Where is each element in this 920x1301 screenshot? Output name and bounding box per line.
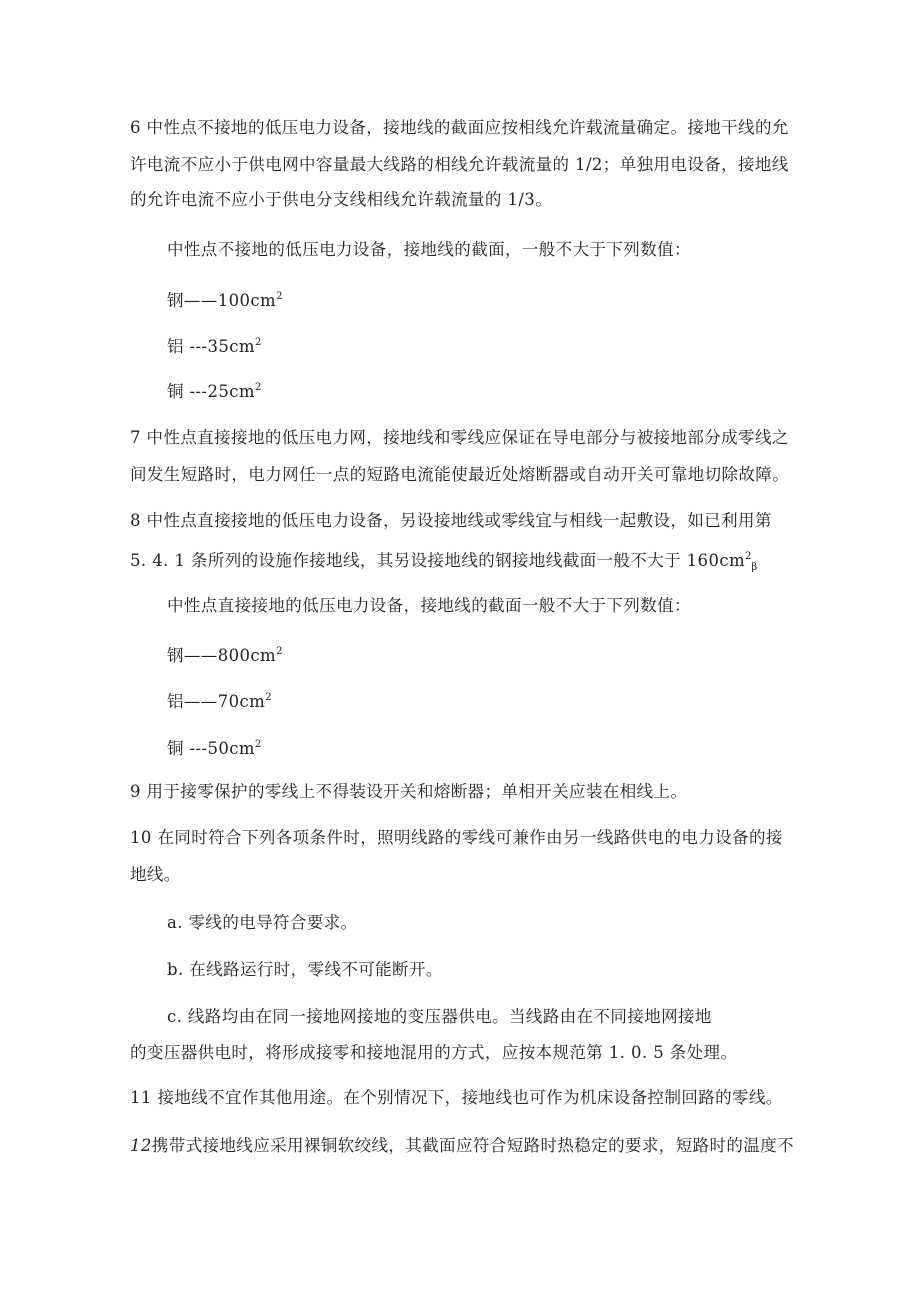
p10-line2: 地线。 [130,865,181,884]
p10-item-a: a. 零线的电导符合要求。 [167,913,358,932]
p8-line2: 5. 4. 1 条所列的设施作接地线，其另设接地线的钢接地线截面一般不大于 $160cm^2_\beta$ [130,551,758,573]
p10-item-c-line1: c. 线路均由在同一接地网接地的变压器供电。当线路由在不同接地网接地 [167,1007,712,1026]
p6-line3: 的允许电流不应小于供电分支线相线允许载流量的 1/3。 [130,190,553,209]
p6-item-steel: 钢$——100cm^2$ [167,291,283,310]
p8-line1: 8 中性点直接接地的低压电力设备，另设接地线或零线宜与相线一起敷设，如已利用第 [130,511,772,530]
p6-item-copper: 铜 $---25cm^2$ [167,382,262,401]
p12-line1: 12携带式接地线应采用裸铜软绞线，其截面应符合短路时热稳定的要求，短路时的温度不 [130,1136,794,1155]
p9-line: 9 用于接零保护的零线上不得装设开关和熔断器；单相开关应装在相线上。 [130,782,688,801]
p12-number: 12 [130,1136,152,1155]
p6-line2: 许电流不应小于供电网中容量最大线路的相线允许载流量的 1/2；单独用电设备，接地线 [130,155,789,174]
p8-intro: 中性点直接接地的低压电力设备，接地线的截面一般不大于下列数值： [167,596,691,615]
p10-line1: 10 在同时符合下列各项条件时，照明线路的零线可兼作由另一线路供电的电力设备的接 [130,828,783,847]
p8-item-aluminum: 铝$——70cm^2$ [167,692,272,711]
p6-item-aluminum: 铝 $---35cm^2$ [167,337,262,356]
p8-item-steel: 钢$——800cm^2$ [167,646,283,665]
p11-line: 11 接地线不宜作其他用途。在个别情况下，接地线也可作为机床设备控制回路的零线。 [130,1088,783,1107]
p10-item-b: b. 在线路运行时，零线不可能断开。 [167,960,443,979]
p7-line1: 7 中性点直接接地的低压电力网，接地线和零线应保证在导电部分与被接地部分成零线之 [130,428,789,447]
p8-item-copper: 铜 $---50cm^2$ [167,739,262,758]
p6-intro: 中性点不接地的低压电力设备，接地线的截面，一般不大于下列数值： [167,240,691,259]
p10-item-c-line2: 的变压器供电时，将形成接零和接地混用的方式，应按本规范第 1. 0. 5 条处理。 [130,1043,738,1062]
p7-line2: 间发生短路时，电力网任一点的短路电流能使最近处熔断器或自动开关可靠地切除故障。 [130,465,790,484]
p6-line1: 6 中性点不接地的低压电力设备，接地线的截面应按相线允许载流量确定。接地干线的允 [130,118,789,137]
